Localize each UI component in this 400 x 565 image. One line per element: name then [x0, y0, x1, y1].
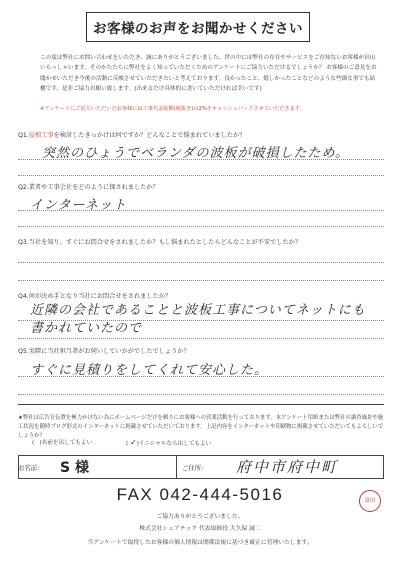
name-value: S 様	[60, 460, 89, 476]
question-4	[18, 293, 171, 301]
answer-line	[18, 226, 384, 227]
question-2-text: Q2.業者や工事会社をどのように探されましたか？	[18, 184, 159, 191]
intro-text: この度は弊社にお問い合わせをいただき、誠にありがとうございました。世の中には弊社の存在やサービスをご存知ないお客様が沢山いらっしゃいます。そのかたたちに弊社をよく知っていただくためのアンケートにご協力いただけるでしょうか？ お客様のご意見をお聞かせいただき今後の活動に反映させていただきたいと考えております。良かったこと、嬉しかったことなどのような些細な事でも結構です。是非ご協力お願い致します。(出来るだけ具体的に書いていただければ幸いです)	[40, 55, 377, 93]
option-initials-ok-label: イニシャルなら出してもよい	[138, 441, 212, 447]
answer-5: すぐに見積りをしてくれて安心した。	[30, 363, 269, 378]
checkmark-icon: ✓	[129, 438, 137, 447]
answer-2: インターネット	[30, 198, 127, 213]
fax-number: FAX 042-444-5016	[116, 485, 284, 504]
answer-line	[18, 159, 384, 160]
name-label: お名前:	[18, 464, 40, 472]
address-label: ご住所:	[182, 464, 204, 472]
cashback-notice: ※アンケートにご記入いただいたお客様には工事代金総額(税抜き)の2%をキャッシュバックさせていただきます。	[40, 106, 305, 112]
answer-line	[18, 280, 384, 281]
answer-line	[18, 394, 384, 395]
answer-line	[18, 175, 384, 176]
section-divider	[18, 404, 384, 405]
option-name-ok-label: 名前を出してもよい	[41, 440, 93, 446]
answer-4: 近隣の会社であることと波板工事についてネットにも書かれていたので	[30, 303, 366, 336]
option-name-ok-mark: (	[32, 440, 35, 446]
address-value: 府中市府中町	[236, 458, 339, 476]
option-initials-ok[interactable]: ( ✓)イニシャルなら出してもよい	[126, 438, 212, 447]
answer-line	[18, 320, 384, 321]
privacy-notice: 当アンケートで取得したお客様の個人情報は関係法規に基づき厳正に管理いたします。	[87, 540, 313, 546]
answer-line	[18, 338, 384, 339]
page-title: お客様のお声をお聞かせください	[86, 12, 310, 42]
answer-1: 突然のひょうでベランダの波板が破損したため。	[42, 146, 349, 161]
answer-line	[18, 376, 384, 377]
question-3	[18, 239, 301, 247]
question-5-text: Q5.実際に当社担当者がお伺いしていかがでしたでしょうか？	[18, 348, 190, 355]
question-1	[18, 132, 245, 140]
option-name-ok[interactable]	[32, 438, 92, 446]
thanks-text: ご協力ありがとうございました。	[156, 514, 244, 520]
answer-line	[18, 262, 384, 263]
answer-line	[18, 210, 384, 211]
name-address-divider	[176, 455, 177, 479]
question-2	[18, 184, 159, 192]
company-info: 株式会社シェアテック 代表取締役 大久保 誠二	[139, 526, 261, 532]
question-1-text: Q1.屋根工事を検討したきっかけは何ですか？どんなことで悩まれていましたか？	[18, 132, 246, 139]
option-name-ok-close: )	[39, 440, 42, 446]
question-1-highlight: 屋根工事	[28, 132, 54, 139]
publication-consent-text: ★弊社は広告宣伝費を極力かけない為にホームページだけを頼りにお客様への営業活動を行っております。本アンケート用紙または弊社の調査風景や施工状況を随時ブログ形式のインターネットに掲載させていただいております。上記内容をインターネットや印刷物に掲載させていただいてもよろしいでしょうか？	[18, 415, 384, 439]
seal-stamp: 富田	[359, 490, 381, 512]
question-5	[18, 348, 190, 356]
question-4-text: Q4.何が決め手となり当社にお問合せをされましたか？	[18, 293, 172, 300]
question-3-text: Q3.当社を知り、すぐにお問合せをされましたか？もし悩まれたとしたらどんなことが不安でしたか？	[18, 239, 302, 246]
